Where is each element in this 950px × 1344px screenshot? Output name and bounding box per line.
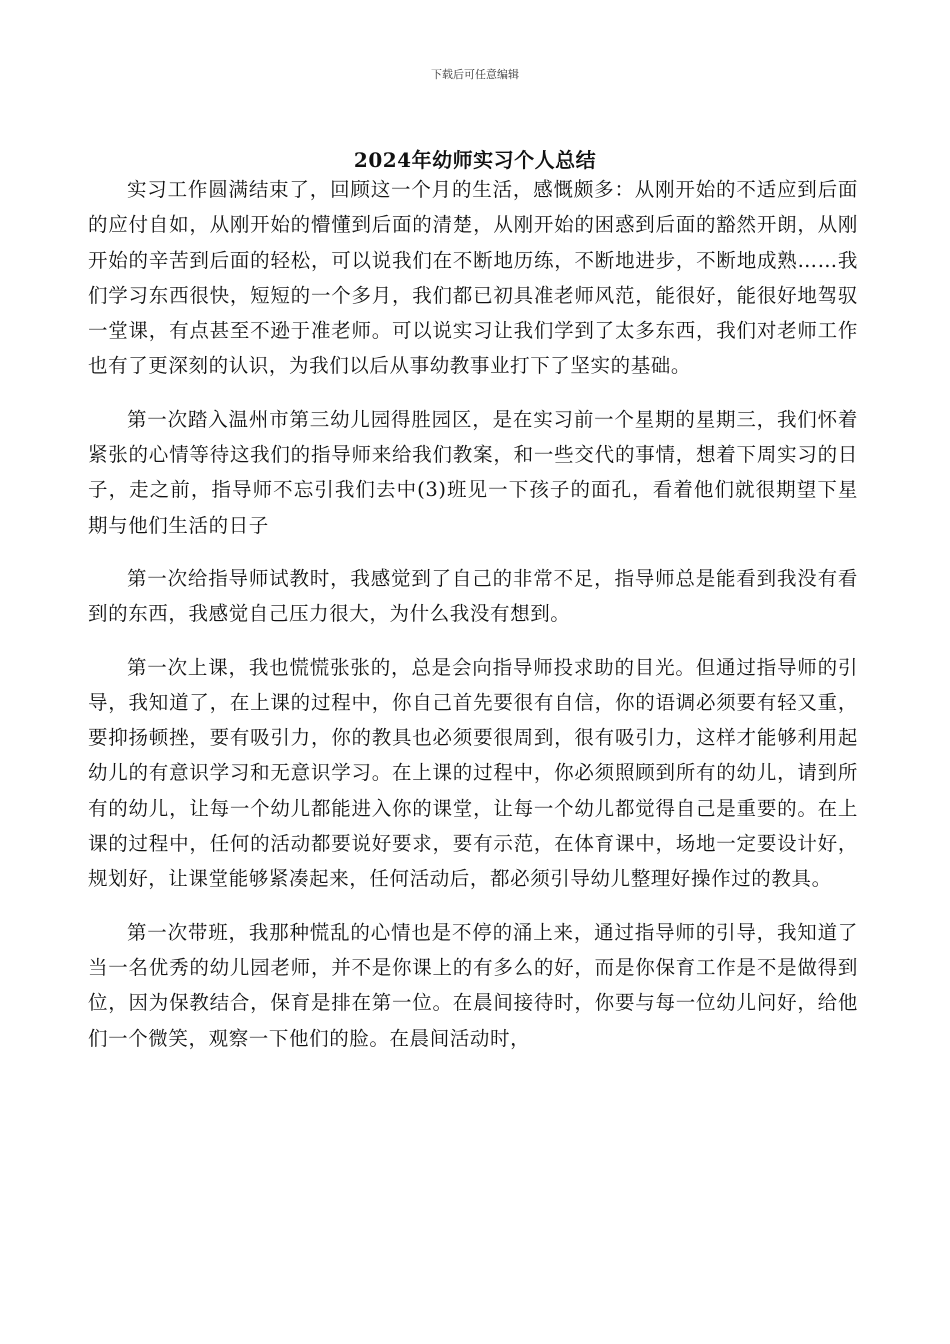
header-note: 下载后可任意编辑 bbox=[431, 68, 519, 81]
paragraph: 实习工作圆满结束了，回顾这一个月的生活，感慨颇多：从刚开始的不适应到后面的应付自如，从刚开始的懵懂到后面的清楚，从刚开始的困惑到后面的豁然开朗，从刚开始的辛苦到后面的轻松，可以说我们在不断地历练，不断地进步，不断地成熟……我们学习东西很快，短短的一个多月，我们都已初具准老师风范，能很好，能很好地驾驭一堂课，有点甚至不逊于准老师。可以说实习让我们学到了太多东西，我们对老师工作也有了更深刻的认识，为我们以后从事幼教事业打下了坚实的基础。 bbox=[88, 178, 858, 378]
paragraph: 第一次踏入温州市第三幼儿园得胜园区，是在实习前一个星期的星期三，我们怀着紧张的心情等待这我们的指导师来给我们教案，和一些交代的事情，想着下周实习的日子，走之前，指导师不忘引我们去中(3)班见一下孩子的面孔，看着他们就很期望下星期与他们生活的日子 bbox=[88, 407, 858, 537]
document-body bbox=[88, 172, 858, 1074]
paragraph: 第一次给指导师试教时，我感觉到了自己的非常不足，指导师总是能看到我没有看到的东西，我感觉自己压力很大，为什么我没有想到。 bbox=[88, 566, 858, 626]
paragraph: 第一次带班，我那种慌乱的心情也是不停的涌上来，通过指导师的引导，我知道了当一名优秀的幼儿园老师，并不是你课上的有多么的好，而是你保育工作是不是做得到位，因为保教结合，保育是排在第一位。在晨间接待时，你要与每一位幼儿问好，给他们一个微笑，观察一下他们的脸。在晨间活动时， bbox=[88, 920, 858, 1050]
paragraph: 第一次上课，我也慌慌张张的，总是会向指导师投求助的目光。但通过指导师的引导，我知道了，在上课的过程中，你自己首先要很有自信，你的语调必须要有轻又重，要抑扬顿挫，要有吸引力，你的教具也必须要很周到，很有吸引力，这样才能够利用起幼儿的有意识学习和无意识学习。在上课的过程中，你必须照顾到所有的幼儿，请到所有的幼儿，让每一个幼儿都能进入你的课堂，让每一个幼儿都觉得自己是重要的。在上课的过程中，任何的活动都要说好要求，要有示范，在体育课中，场地一定要设计好，规划好，让课堂能够紧凑起来，任何活动后，都必须引导幼儿整理好操作过的教具。 bbox=[88, 655, 858, 891]
document-title: 2024年幼师实习个人总结 bbox=[353, 148, 597, 172]
